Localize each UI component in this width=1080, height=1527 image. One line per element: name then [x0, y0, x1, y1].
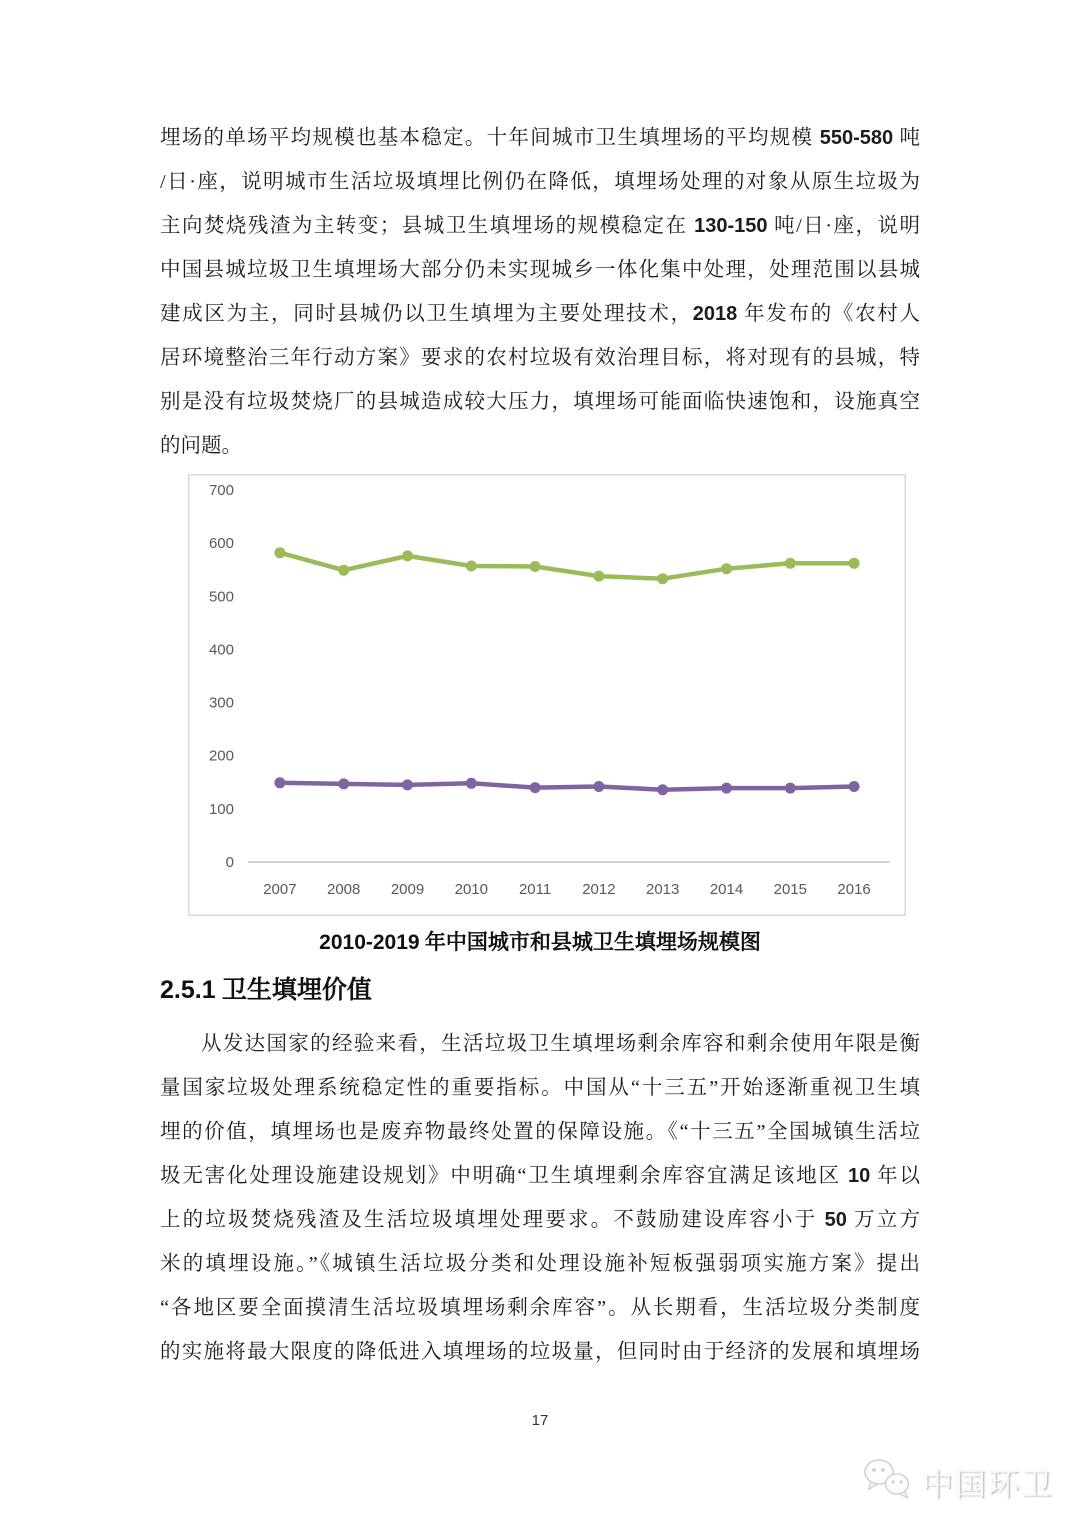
text-segment: 米的填埋设施。”《城镇生活垃圾分类和处理设施补短板强弱项实施方案》提出 [160, 1253, 920, 1275]
line-chart-landfill-scale [188, 474, 906, 916]
text-line [160, 116, 920, 160]
section-heading [160, 970, 920, 1006]
text-segment-number: 2018 [692, 303, 738, 325]
text-segment: 建成区为主，同时县城仍以卫生填埋为主要处理技术， [160, 303, 693, 325]
text-segment: 埋场的单场平均规模也基本稳定。十年间城市卫生填埋场的平均规模 [160, 127, 820, 149]
paragraph-landfill-value [160, 1022, 920, 1374]
text-segment: 万立方 [846, 1209, 921, 1231]
text-line [160, 248, 920, 292]
text-line [160, 204, 920, 248]
text-line [160, 1154, 920, 1198]
text-line [160, 292, 920, 336]
text-line [160, 380, 920, 424]
svg-text:300: 300 [208, 694, 234, 712]
text-segment-number: 10 [847, 1165, 871, 1187]
text-line [160, 336, 920, 380]
text-line [160, 1198, 920, 1242]
text-line [160, 1066, 920, 1110]
text-segment: 埋的价值，填埋场也是废弃物最终处置的保障设施。《“十三五”全国城镇生活垃 [160, 1121, 920, 1143]
text-segment: /日·座，说明城市生活垃圾填埋比例仍在降低，填埋场处理的对象从原生垃圾为 [160, 171, 920, 193]
text-segment: 的问题。 [160, 435, 242, 457]
text-segment: 别是没有垃圾焚烧厂的县城造成较大压力，填埋场可能面临快速饱和，设施真空 [160, 391, 920, 413]
page-number: 17 [531, 1412, 549, 1429]
svg-text:2011: 2011 [518, 881, 552, 898]
text-line [160, 160, 920, 204]
svg-text:400: 400 [208, 641, 234, 659]
text-segment: 年以 [870, 1165, 920, 1187]
text-line [160, 1330, 920, 1374]
text-segment-number: 550-580 [819, 127, 894, 149]
text-segment-number: 50 [824, 1209, 847, 1231]
svg-text:2014: 2014 [709, 881, 744, 898]
svg-text:2013: 2013 [646, 881, 680, 898]
chart-canvas [188, 474, 906, 916]
text-segment: 从发达国家的经验来看，生活垃圾卫生填埋场剩余库容和剩余使用年限是衡 [201, 1033, 920, 1055]
text-segment: 量国家垃圾处理系统稳定性的重要指标。中国从“十三五”开始逐渐重视卫生填 [160, 1077, 920, 1099]
svg-text:2007: 2007 [263, 881, 297, 898]
text-segment: 主向焚烧残渣为主转变；县城卫生填埋场的规模稳定在 [160, 215, 695, 237]
text-segment: 吨 [893, 127, 921, 149]
svg-text:100: 100 [208, 800, 234, 818]
svg-text:2012: 2012 [582, 881, 616, 898]
text-line [160, 1242, 920, 1286]
text-line [160, 1022, 920, 1066]
chart-caption-years: 2010-2019 [319, 931, 420, 954]
section-heading-title: 卫生填埋价值 [215, 977, 372, 1004]
text-segment: 年发布的《农村人 [737, 303, 920, 325]
text-segment: 吨/日·座，说明 [767, 215, 920, 237]
text-line [160, 1286, 920, 1330]
wechat-icon [862, 1458, 914, 1505]
svg-text:2009: 2009 [390, 881, 425, 898]
section-heading-number: 2.5.1 [160, 976, 216, 1004]
text-segment: 的实施将最大限度的降低进入填埋场的垃圾量，但同时由于经济的发展和填埋场 [160, 1341, 920, 1363]
text-line [160, 1110, 920, 1154]
text-line [160, 424, 920, 468]
svg-text:700: 700 [208, 482, 234, 499]
text-segment: “各地区要全面摸清生活垃圾填埋场剩余库容”。从长期看，生活垃圾分类制度 [160, 1297, 920, 1319]
text-segment: 上的垃圾焚烧残渣及生活垃圾填埋处理要求。不鼓励建设库容小于 [160, 1209, 825, 1231]
chart-caption-text: 年中国城市和县城卫生填埋场规模图 [419, 930, 761, 954]
text-segment: 居环境整治三年行动方案》要求的农村垃圾有效治理目标，将对现有的县城，特 [160, 347, 920, 369]
watermark [862, 1458, 1054, 1505]
svg-text:600: 600 [208, 535, 234, 553]
svg-text:200: 200 [208, 747, 234, 765]
svg-text:2008: 2008 [327, 881, 361, 898]
svg-text:2015: 2015 [773, 881, 807, 898]
text-segment: 圾无害化处理设施建设规划》中明确“卫生填埋剩余库容宜满足该地区 [160, 1165, 848, 1187]
watermark-label: 中国环卫 [922, 1467, 1054, 1502]
svg-text:0: 0 [225, 854, 234, 871]
text-segment: 中国县城垃圾卫生填埋场大部分仍未实现城乡一体化集中处理，处理范围以县城 [160, 259, 920, 281]
text-segment-number: 130-150 [694, 215, 768, 237]
chart-caption [160, 926, 920, 956]
svg-text:2016: 2016 [837, 881, 871, 898]
svg-text:2010: 2010 [454, 881, 488, 898]
svg-text:500: 500 [208, 588, 234, 606]
paragraph-landfill-scale [160, 116, 920, 468]
